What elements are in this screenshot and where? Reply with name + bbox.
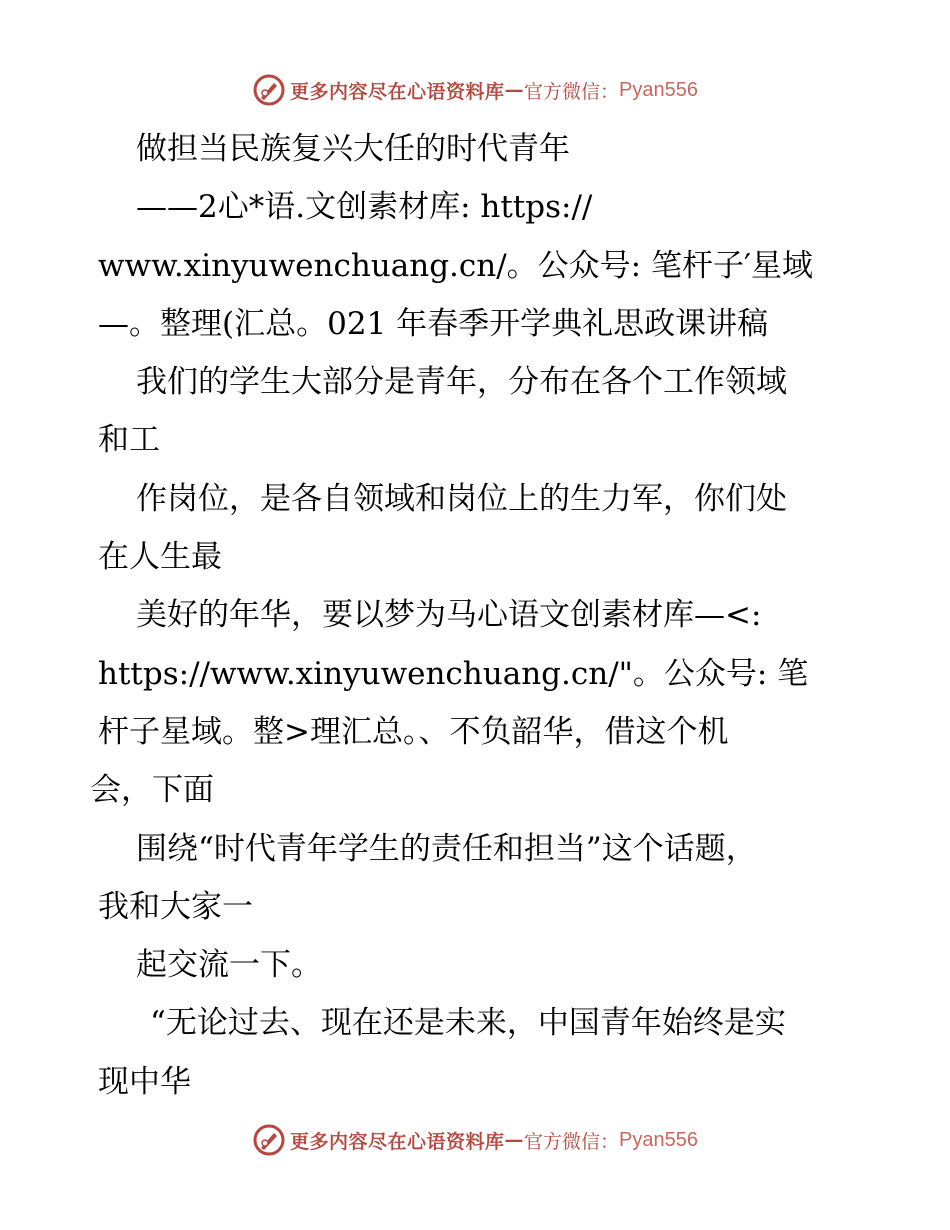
document-body bbox=[90, 120, 858, 1111]
text-line: 我和大家一 bbox=[98, 888, 253, 925]
header-wechat-label: 官方微信： bbox=[524, 80, 620, 103]
text-line: 会，下面 bbox=[90, 772, 214, 809]
quill-logo-icon bbox=[252, 73, 286, 107]
text-line: “无论过去、现在还是未来，中国青年始终是实 bbox=[150, 1005, 786, 1042]
text-line: —。整理(汇总。021 年春季开学典礼思政课讲稿 bbox=[98, 305, 769, 342]
text-line: www.xinyuwenchuang.cn/。公众号: 笔杆子′星域 bbox=[98, 247, 814, 284]
header-dash: — bbox=[504, 79, 525, 101]
header-wechat-id: Pyan556 bbox=[619, 78, 698, 101]
text-line: 美好的年华，要以梦为马心语文创素材库—<: bbox=[136, 597, 762, 634]
header-banner-text: 更多内容尽在心语资料库 bbox=[290, 80, 505, 103]
text-line: https://www.xinyuwenchuang.cn/"。公众号: 笔 bbox=[98, 655, 809, 692]
text-line: ——2心*语.文创素材库: https:// bbox=[136, 189, 593, 226]
footer-banner-text: 更多内容尽在心语资料库 bbox=[290, 1130, 505, 1153]
document-title: 做担当民族复兴大任的时代青年 bbox=[136, 131, 570, 167]
text-line: 作岗位，是各自领域和岗位上的生力军，你们处 bbox=[136, 480, 787, 517]
text-line: 在人生最 bbox=[98, 539, 222, 576]
text-line: 起交流一下。 bbox=[136, 947, 322, 984]
footer-wechat-id: Pyan556 bbox=[619, 1128, 698, 1151]
footer-banner bbox=[0, 1120, 950, 1160]
text-line: 我们的学生大部分是青年，分布在各个工作领域 bbox=[136, 364, 787, 401]
footer-dash: — bbox=[504, 1129, 525, 1151]
footer-wechat-label: 官方微信： bbox=[524, 1130, 620, 1153]
text-line: 和工 bbox=[98, 422, 160, 459]
text-line: 现中华 bbox=[98, 1063, 191, 1100]
quill-logo-icon bbox=[252, 1123, 286, 1157]
text-line: 围绕“时代青年学生的责任和担当”这个话题， bbox=[136, 830, 757, 867]
text-line: 杆子星域。整>理汇总。、不负韶华，借这个机 bbox=[98, 713, 729, 750]
header-banner bbox=[0, 70, 950, 110]
